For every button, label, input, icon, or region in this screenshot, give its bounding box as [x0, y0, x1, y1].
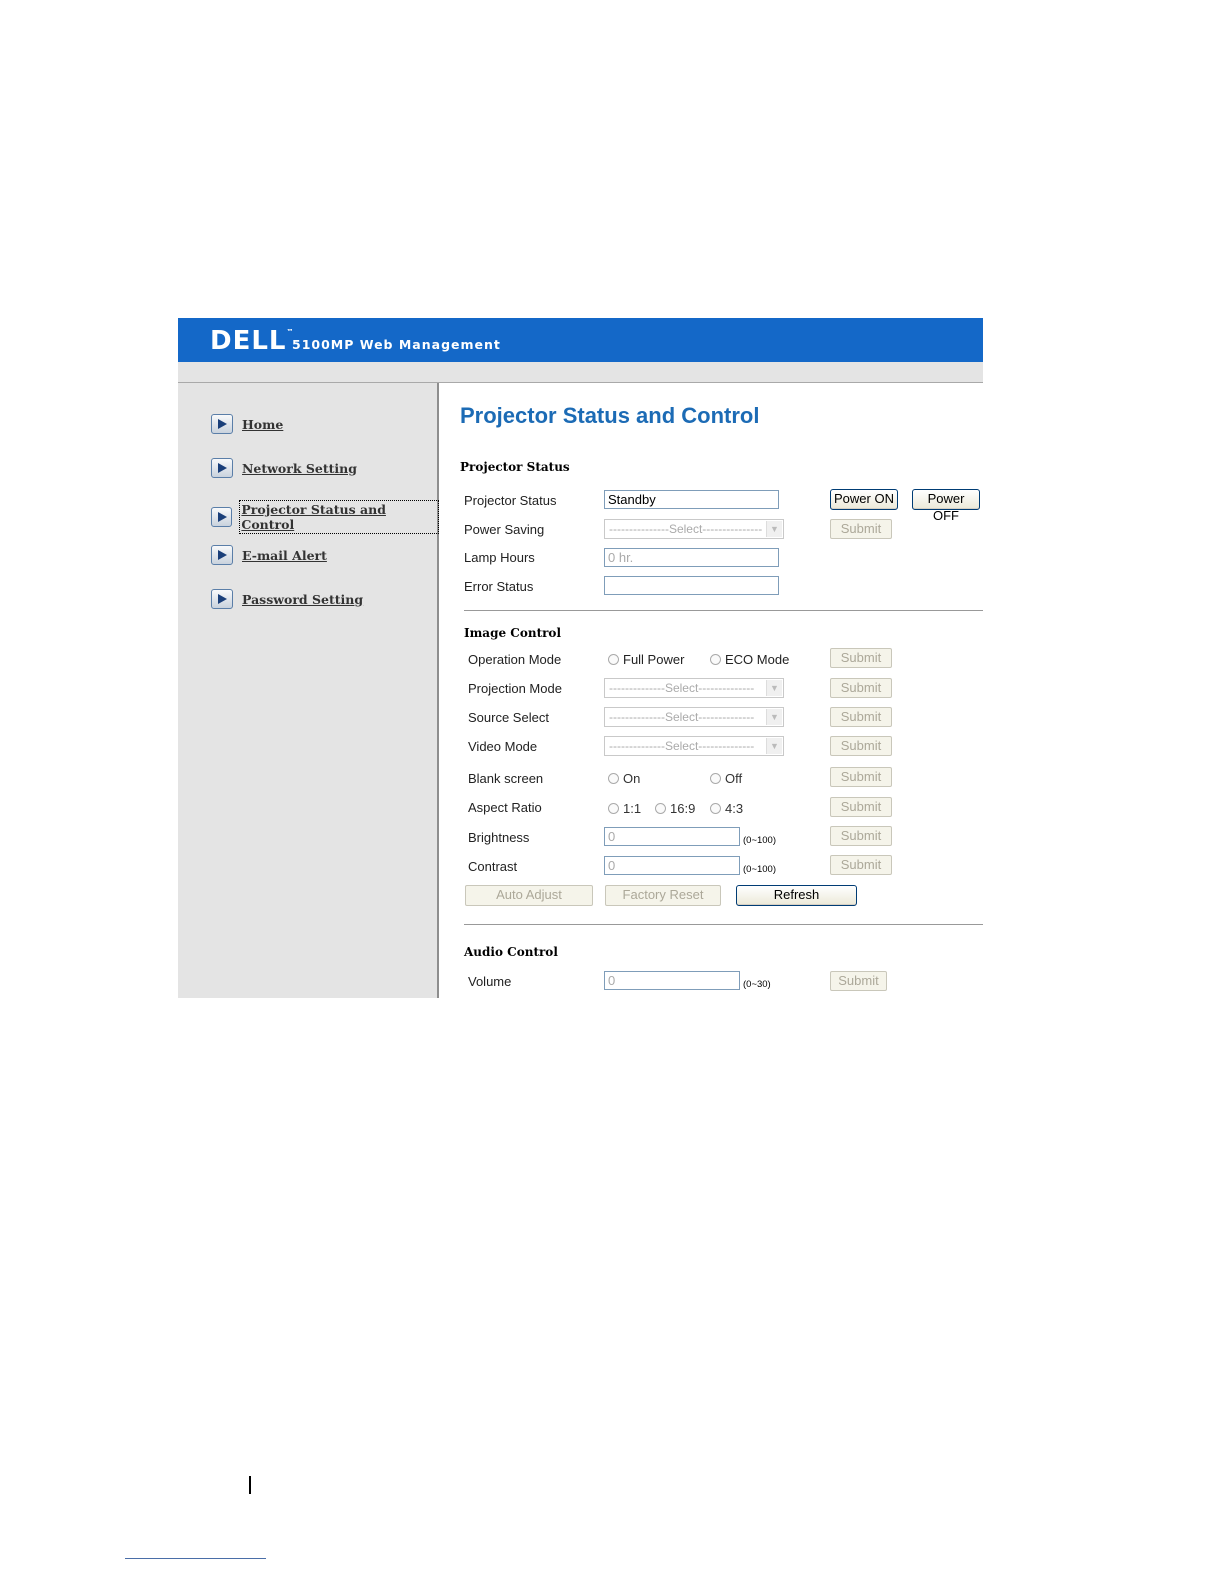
projection-mode-label: Projection Mode: [468, 681, 562, 696]
sidebar-item-projector-status[interactable]: [211, 502, 437, 532]
select-value: --------------Select--------------: [609, 681, 755, 695]
error-status-field[interactable]: [604, 576, 779, 595]
brightness-label: Brightness: [468, 830, 530, 845]
page-margin-bar: [249, 1476, 251, 1494]
volume-submit-button[interactable]: Submit: [830, 971, 887, 991]
radio-blank-on[interactable]: [608, 771, 640, 786]
sidebar-item-label: Home: [242, 416, 284, 432]
video-mode-submit-button[interactable]: Submit: [830, 736, 892, 756]
image-control-heading: Image Control: [464, 626, 561, 640]
play-arrow-icon: [211, 414, 233, 434]
radio-blank-off[interactable]: [710, 771, 742, 786]
volume-label: Volume: [468, 974, 512, 989]
radio-circle-icon: [655, 803, 666, 814]
sidebar-item-home[interactable]: [211, 414, 283, 434]
lamp-hours-field[interactable]: 0 hr.: [604, 548, 779, 567]
projection-mode-submit-button[interactable]: Submit: [830, 678, 892, 698]
sidebar-item-label: Network Setting: [242, 460, 357, 476]
volume-field[interactable]: 0: [604, 971, 740, 990]
source-select-submit-button[interactable]: Submit: [830, 707, 892, 727]
radio-label: 1:1: [623, 801, 642, 816]
play-arrow-icon: [211, 545, 233, 565]
sidebar: [178, 383, 439, 998]
contrast-label: Contrast: [468, 859, 518, 874]
radio-full-power[interactable]: [608, 652, 684, 667]
projector-status-field[interactable]: Standby: [604, 490, 779, 509]
page-title: Projector Status and Control: [460, 403, 760, 428]
brightness-field[interactable]: 0: [604, 827, 740, 846]
section-divider: [464, 610, 983, 611]
projector-status-label: Projector Status: [464, 493, 557, 508]
power-on-button[interactable]: Power ON: [830, 489, 898, 510]
chevron-down-icon: ▼: [766, 709, 782, 725]
radio-label: ECO Mode: [725, 652, 790, 667]
projection-mode-select[interactable]: [604, 678, 784, 698]
radio-aspect-4-3[interactable]: [710, 801, 743, 816]
radio-circle-icon: [710, 773, 721, 784]
contrast-submit-button[interactable]: Submit: [830, 855, 892, 875]
dell-logo: DELL™: [210, 326, 295, 356]
sidebar-item-email-alert[interactable]: [211, 545, 327, 565]
operation-mode-label: Operation Mode: [468, 652, 562, 667]
radio-circle-icon: [608, 654, 619, 665]
source-select[interactable]: [604, 707, 784, 727]
projector-status-heading: Projector Status: [460, 460, 570, 474]
radio-circle-icon: [608, 803, 619, 814]
aspect-ratio-label: Aspect Ratio: [468, 800, 542, 815]
blank-screen-label: Blank screen: [468, 771, 544, 786]
sidebar-item-label: Password Setting: [242, 591, 364, 607]
chevron-down-icon: ▼: [766, 738, 782, 754]
select-value: ---------------Select---------------: [609, 522, 763, 536]
power-saving-submit-button[interactable]: Submit: [830, 519, 892, 539]
chevron-down-icon: ▼: [766, 680, 782, 696]
radio-label: Off: [725, 771, 743, 786]
power-saving-label: Power Saving: [464, 522, 545, 537]
aspect-ratio-submit-button[interactable]: Submit: [830, 797, 892, 817]
operation-mode-submit-button[interactable]: Submit: [830, 648, 892, 668]
product-title: 5100MP Web Management: [292, 337, 501, 352]
chevron-down-icon: ▼: [766, 521, 782, 537]
sidebar-item-label: E-mail Alert: [242, 547, 327, 563]
volume-range: (0~30): [743, 979, 771, 990]
contrast-field[interactable]: 0: [604, 856, 740, 875]
header-strip: [178, 362, 983, 383]
video-mode-label: Video Mode: [468, 739, 538, 754]
refresh-button[interactable]: Refresh: [736, 885, 857, 906]
play-arrow-icon: [211, 458, 233, 478]
audio-control-heading: Audio Control: [464, 945, 558, 959]
contrast-range: (0~100): [743, 864, 777, 875]
play-arrow-icon: [211, 589, 233, 609]
brightness-range: (0~100): [743, 835, 777, 846]
radio-circle-icon: [710, 654, 721, 665]
select-value: --------------Select--------------: [609, 739, 755, 753]
web-management-screenshot: [178, 318, 983, 998]
radio-label: 4:3: [725, 801, 744, 816]
footer-rule: [125, 1558, 266, 1559]
power-saving-select[interactable]: [604, 519, 784, 539]
main-content: [439, 383, 983, 998]
sidebar-item-password-setting[interactable]: [211, 589, 363, 609]
power-off-button[interactable]: Power OFF: [912, 489, 980, 510]
brightness-submit-button[interactable]: Submit: [830, 826, 892, 846]
radio-aspect-1-1[interactable]: [608, 801, 641, 816]
radio-aspect-16-9[interactable]: [655, 801, 695, 816]
radio-label: On: [623, 771, 641, 786]
source-select-label: Source Select: [468, 710, 549, 725]
error-status-label: Error Status: [464, 579, 534, 594]
header-bar: [178, 318, 983, 362]
blank-screen-submit-button[interactable]: Submit: [830, 767, 892, 787]
radio-label: 16:9: [670, 801, 696, 816]
factory-reset-button[interactable]: Factory Reset: [605, 885, 721, 906]
radio-circle-icon: [710, 803, 721, 814]
play-arrow-icon: [211, 507, 232, 527]
sidebar-item-label: Projector Status and Control: [241, 502, 437, 532]
sidebar-item-network-setting[interactable]: [211, 458, 357, 478]
radio-eco-mode[interactable]: [710, 652, 789, 667]
video-mode-select[interactable]: [604, 736, 784, 756]
select-value: --------------Select--------------: [609, 710, 755, 724]
radio-circle-icon: [608, 773, 619, 784]
radio-label: Full Power: [623, 652, 685, 667]
auto-adjust-button[interactable]: Auto Adjust: [465, 885, 593, 906]
section-divider: [464, 924, 983, 925]
lamp-hours-label: Lamp Hours: [464, 550, 535, 565]
